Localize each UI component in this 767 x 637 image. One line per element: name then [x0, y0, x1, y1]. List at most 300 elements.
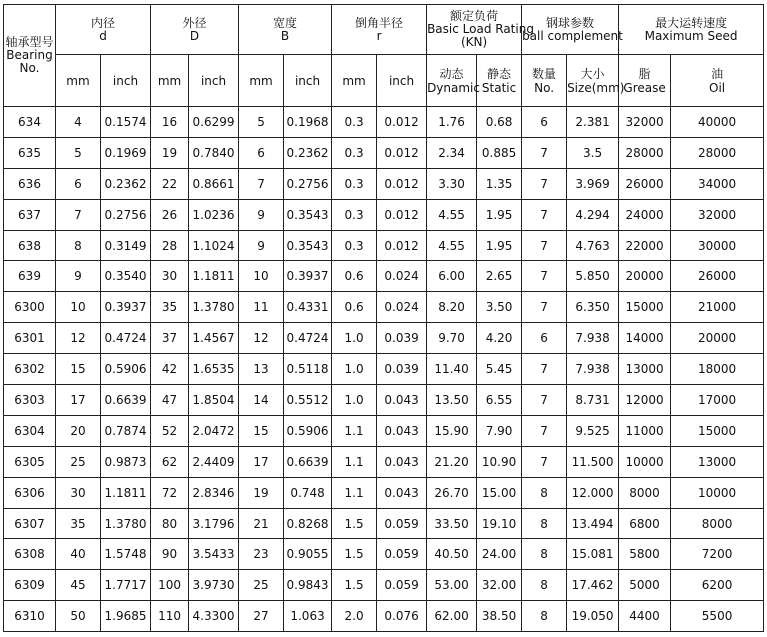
cell-outer-inch: 2.8346: [189, 477, 239, 508]
cell-width-mm: 5: [239, 107, 284, 138]
cell-ball-size: 7.938: [567, 323, 619, 354]
cell-dynamic-load: 40.50: [427, 539, 477, 570]
bearing-no-header: [4, 5, 56, 107]
cell-inner-inch: 1.1811: [101, 477, 151, 508]
header-row-sub: [4, 55, 764, 107]
grease-speed-header: [619, 55, 671, 107]
cell-outer-mm: 42: [151, 354, 189, 385]
cell-inner-inch: 0.2362: [101, 168, 151, 199]
cell-width-inch: 0.9055: [284, 539, 332, 570]
cell-chamfer-mm: 1.5: [332, 508, 377, 539]
cell-static-load: 1.35: [477, 168, 522, 199]
cell-inner-mm: 45: [56, 570, 101, 601]
table-row: [4, 230, 764, 261]
cell-ball-size: 12.000: [567, 477, 619, 508]
cell-width-inch: 0.2756: [284, 168, 332, 199]
ball-size-header-cn: 大小: [580, 66, 605, 81]
inner-diameter-header-en: d: [99, 28, 107, 43]
cell-ball-qty: 7: [522, 168, 567, 199]
cell-chamfer-inch: 0.012: [377, 107, 427, 138]
cell-ball-size: 3.969: [567, 168, 619, 199]
cell-ball-qty: 7: [522, 354, 567, 385]
cell-grease-speed: 20000: [619, 261, 671, 292]
cell-grease-speed: 12000: [619, 385, 671, 416]
cell-inner-inch: 0.1969: [101, 137, 151, 168]
cell-width-inch: 0.9843: [284, 570, 332, 601]
table-row: [4, 354, 764, 385]
cell-inner-inch: 0.5906: [101, 354, 151, 385]
cell-oil-speed: 30000: [671, 230, 764, 261]
cell-inner-inch: 0.2756: [101, 199, 151, 230]
table-row: [4, 570, 764, 601]
cell-grease-speed: 6800: [619, 508, 671, 539]
cell-static-load: 0.68: [477, 107, 522, 138]
cell-inner-mm: 17: [56, 385, 101, 416]
cell-dynamic-load: 8.20: [427, 292, 477, 323]
cell-inner-mm: 9: [56, 261, 101, 292]
cell-dynamic-load: 26.70: [427, 477, 477, 508]
cell-inner-mm: 6: [56, 168, 101, 199]
cell-chamfer-mm: 0.3: [332, 230, 377, 261]
cell-width-inch: 0.3937: [284, 261, 332, 292]
cell-width-inch: 0.5512: [284, 385, 332, 416]
cell-inner-mm: 4: [56, 107, 101, 138]
cell-width-mm: 6: [239, 137, 284, 168]
static-load-header-cn: 静态: [487, 66, 512, 81]
bearing-no-header-en1: Bearing: [6, 48, 53, 62]
cell-chamfer-inch: 0.012: [377, 230, 427, 261]
cell-ball-qty: 7: [522, 446, 567, 477]
cell-static-load: 24.00: [477, 539, 522, 570]
cell-chamfer-inch: 0.059: [377, 539, 427, 570]
cell-dynamic-load: 2.34: [427, 137, 477, 168]
cell-width-inch: 0.1968: [284, 107, 332, 138]
cell-static-load: 15.00: [477, 477, 522, 508]
cell-width-mm: 10: [239, 261, 284, 292]
bearing-no-header-cn: 轴承型号: [5, 35, 54, 49]
cell-static-load: 4.20: [477, 323, 522, 354]
table-row: [4, 261, 764, 292]
cell-bearing-no: 637: [4, 199, 56, 230]
cell-ball-size: 4.294: [567, 199, 619, 230]
cell-oil-speed: 20000: [671, 323, 764, 354]
cell-chamfer-mm: 1.0: [332, 385, 377, 416]
cell-ball-qty: 8: [522, 601, 567, 632]
cell-outer-mm: 22: [151, 168, 189, 199]
cell-bearing-no: 6307: [4, 508, 56, 539]
cell-ball-qty: 7: [522, 137, 567, 168]
cell-ball-qty: 8: [522, 539, 567, 570]
cell-ball-size: 13.494: [567, 508, 619, 539]
cell-outer-inch: 2.4409: [189, 446, 239, 477]
cell-ball-size: 2.381: [567, 107, 619, 138]
cell-width-inch: 0.748: [284, 477, 332, 508]
table-row: [4, 292, 764, 323]
cell-inner-inch: 1.9685: [101, 601, 151, 632]
cell-width-mm: 12: [239, 323, 284, 354]
cell-outer-inch: 0.7840: [189, 137, 239, 168]
cell-chamfer-inch: 0.043: [377, 385, 427, 416]
header-row-top: [4, 5, 764, 55]
cell-chamfer-mm: 1.5: [332, 539, 377, 570]
cell-outer-inch: 0.8661: [189, 168, 239, 199]
cell-bearing-no: 6306: [4, 477, 56, 508]
cell-outer-inch: 1.8504: [189, 385, 239, 416]
cell-inner-mm: 35: [56, 508, 101, 539]
outer-inch-header: inch: [189, 55, 239, 107]
ball-size-header-en: Size(mm): [567, 80, 625, 95]
cell-chamfer-mm: 1.1: [332, 415, 377, 446]
cell-chamfer-inch: 0.043: [377, 477, 427, 508]
cell-ball-size: 4.763: [567, 230, 619, 261]
ball-complement-header-en: ball complement: [522, 28, 623, 43]
chamfer-header: [332, 5, 427, 55]
cell-outer-mm: 62: [151, 446, 189, 477]
cell-width-mm: 11: [239, 292, 284, 323]
cell-inner-inch: 0.7874: [101, 415, 151, 446]
cell-inner-mm: 25: [56, 446, 101, 477]
cell-width-inch: 0.6639: [284, 446, 332, 477]
cell-width-mm: 9: [239, 230, 284, 261]
cell-dynamic-load: 21.20: [427, 446, 477, 477]
cell-outer-inch: 1.0236: [189, 199, 239, 230]
ball-qty-header-en: No.: [534, 80, 555, 95]
cell-ball-size: 7.938: [567, 354, 619, 385]
cell-outer-inch: 4.3300: [189, 601, 239, 632]
cell-oil-speed: 15000: [671, 415, 764, 446]
cell-chamfer-inch: 0.012: [377, 168, 427, 199]
cell-bearing-no: 634: [4, 107, 56, 138]
width-header-en: B: [280, 28, 290, 43]
cell-outer-inch: 3.5433: [189, 539, 239, 570]
cell-inner-inch: 0.6639: [101, 385, 151, 416]
cell-bearing-no: 6305: [4, 446, 56, 477]
cell-chamfer-inch: 0.076: [377, 601, 427, 632]
cell-width-inch: 0.5906: [284, 415, 332, 446]
bearing-spec-table: [3, 4, 764, 632]
cell-inner-inch: 0.3149: [101, 230, 151, 261]
cell-grease-speed: 5000: [619, 570, 671, 601]
cell-bearing-no: 638: [4, 230, 56, 261]
table-row: [4, 323, 764, 354]
cell-dynamic-load: 6.00: [427, 261, 477, 292]
cell-ball-qty: 7: [522, 385, 567, 416]
dynamic-load-header-cn: 动态: [439, 66, 464, 81]
cell-ball-size: 11.500: [567, 446, 619, 477]
cell-oil-speed: 28000: [671, 137, 764, 168]
cell-width-inch: 0.3543: [284, 230, 332, 261]
cell-oil-speed: 21000: [671, 292, 764, 323]
cell-outer-mm: 26: [151, 199, 189, 230]
dynamic-load-header-en: Dynamic: [427, 80, 480, 95]
cell-chamfer-mm: 0.3: [332, 199, 377, 230]
cell-outer-mm: 110: [151, 601, 189, 632]
cell-chamfer-inch: 0.024: [377, 261, 427, 292]
cell-oil-speed: 10000: [671, 477, 764, 508]
cell-outer-mm: 52: [151, 415, 189, 446]
table-row: [4, 477, 764, 508]
width-header-cn: 宽度: [273, 15, 298, 30]
cell-outer-mm: 19: [151, 137, 189, 168]
cell-chamfer-mm: 1.0: [332, 323, 377, 354]
cell-width-inch: 0.5118: [284, 354, 332, 385]
cell-bearing-no: 636: [4, 168, 56, 199]
cell-static-load: 6.55: [477, 385, 522, 416]
cell-outer-mm: 30: [151, 261, 189, 292]
width-mm-header: mm: [239, 55, 284, 107]
outer-diameter-header-en: D: [189, 28, 200, 43]
cell-outer-inch: 1.1024: [189, 230, 239, 261]
cell-outer-mm: 80: [151, 508, 189, 539]
ball-qty-header: [522, 55, 567, 107]
table-row: [4, 107, 764, 138]
cell-oil-speed: 18000: [671, 354, 764, 385]
cell-width-inch: 0.3543: [284, 199, 332, 230]
max-speed-header: [619, 5, 764, 55]
cell-outer-inch: 3.9730: [189, 570, 239, 601]
cell-grease-speed: 10000: [619, 446, 671, 477]
load-rating-header-cn: 额定负荷: [450, 9, 499, 23]
cell-static-load: 1.95: [477, 230, 522, 261]
cell-outer-inch: 0.6299: [189, 107, 239, 138]
cell-chamfer-mm: 0.6: [332, 261, 377, 292]
cell-grease-speed: 32000: [619, 107, 671, 138]
cell-dynamic-load: 9.70: [427, 323, 477, 354]
cell-ball-size: 3.5: [567, 137, 619, 168]
cell-dynamic-load: 11.40: [427, 354, 477, 385]
cell-chamfer-mm: 0.3: [332, 107, 377, 138]
table-row: [4, 385, 764, 416]
cell-inner-inch: 0.3540: [101, 261, 151, 292]
table-row: [4, 415, 764, 446]
cell-outer-mm: 47: [151, 385, 189, 416]
cell-inner-mm: 40: [56, 539, 101, 570]
cell-static-load: 1.95: [477, 199, 522, 230]
cell-chamfer-mm: 1.5: [332, 570, 377, 601]
cell-inner-inch: 0.3937: [101, 292, 151, 323]
cell-chamfer-inch: 0.012: [377, 137, 427, 168]
cell-grease-speed: 24000: [619, 199, 671, 230]
cell-static-load: 32.00: [477, 570, 522, 601]
cell-oil-speed: 32000: [671, 199, 764, 230]
cell-width-mm: 15: [239, 415, 284, 446]
cell-width-mm: 21: [239, 508, 284, 539]
cell-inner-mm: 12: [56, 323, 101, 354]
ball-complement-header-cn: 钢球参数: [546, 15, 595, 30]
load-rating-header-en1: Basic Load Rating: [427, 22, 534, 36]
cell-width-inch: 0.4331: [284, 292, 332, 323]
cell-chamfer-mm: 0.3: [332, 137, 377, 168]
cell-bearing-no: 6309: [4, 570, 56, 601]
chamfer-header-cn: 倒角半径: [355, 15, 404, 30]
inner-diameter-header: [56, 5, 151, 55]
outer-diameter-header: [151, 5, 239, 55]
max-speed-header-en: Maximum Seed: [644, 28, 738, 43]
cell-oil-speed: 6200: [671, 570, 764, 601]
chamfer-mm-header: mm: [332, 55, 377, 107]
cell-width-mm: 19: [239, 477, 284, 508]
cell-ball-qty: 7: [522, 261, 567, 292]
cell-bearing-no: 6304: [4, 415, 56, 446]
cell-grease-speed: 15000: [619, 292, 671, 323]
ball-complement-header: [522, 5, 623, 55]
grease-speed-header-en: Grease: [623, 80, 666, 95]
cell-width-mm: 14: [239, 385, 284, 416]
cell-width-mm: 17: [239, 446, 284, 477]
cell-outer-mm: 100: [151, 570, 189, 601]
cell-ball-qty: 7: [522, 230, 567, 261]
load-rating-header-en2: (KN): [460, 35, 488, 49]
cell-chamfer-inch: 0.039: [377, 354, 427, 385]
cell-inner-inch: 1.7717: [101, 570, 151, 601]
cell-grease-speed: 28000: [619, 137, 671, 168]
cell-ball-qty: 7: [522, 292, 567, 323]
cell-outer-mm: 72: [151, 477, 189, 508]
cell-width-mm: 13: [239, 354, 284, 385]
table-row: [4, 168, 764, 199]
table-row: [4, 539, 764, 570]
cell-outer-inch: 3.1796: [189, 508, 239, 539]
cell-outer-mm: 90: [151, 539, 189, 570]
cell-ball-size: 9.525: [567, 415, 619, 446]
cell-ball-size: 5.850: [567, 261, 619, 292]
cell-inner-inch: 0.4724: [101, 323, 151, 354]
bearing-no-header-en2: No.: [19, 61, 40, 75]
cell-outer-inch: 1.3780: [189, 292, 239, 323]
cell-ball-qty: 8: [522, 477, 567, 508]
cell-bearing-no: 639: [4, 261, 56, 292]
cell-ball-qty: 7: [522, 199, 567, 230]
table-body: [4, 107, 764, 632]
cell-ball-size: 17.462: [567, 570, 619, 601]
cell-oil-speed: 5500: [671, 601, 764, 632]
cell-static-load: 7.90: [477, 415, 522, 446]
cell-inner-mm: 8: [56, 230, 101, 261]
cell-dynamic-load: 62.00: [427, 601, 477, 632]
cell-static-load: 19.10: [477, 508, 522, 539]
cell-ball-size: 15.081: [567, 539, 619, 570]
cell-chamfer-inch: 0.059: [377, 570, 427, 601]
cell-chamfer-inch: 0.024: [377, 292, 427, 323]
table-row: [4, 508, 764, 539]
outer-diameter-header-cn: 外径: [182, 15, 207, 30]
cell-static-load: 3.50: [477, 292, 522, 323]
cell-static-load: 5.45: [477, 354, 522, 385]
cell-chamfer-inch: 0.043: [377, 415, 427, 446]
inner-diameter-header-cn: 内径: [91, 15, 116, 30]
cell-width-inch: 1.063: [284, 601, 332, 632]
cell-inner-mm: 10: [56, 292, 101, 323]
cell-grease-speed: 5800: [619, 539, 671, 570]
cell-width-mm: 27: [239, 601, 284, 632]
inner-inch-header: inch: [101, 55, 151, 107]
cell-inner-mm: 15: [56, 354, 101, 385]
cell-grease-speed: 8000: [619, 477, 671, 508]
table-row: [4, 446, 764, 477]
cell-ball-size: 6.350: [567, 292, 619, 323]
cell-outer-mm: 16: [151, 107, 189, 138]
cell-ball-qty: 8: [522, 508, 567, 539]
width-header: [239, 5, 332, 55]
cell-oil-speed: 13000: [671, 446, 764, 477]
cell-chamfer-mm: 0.3: [332, 168, 377, 199]
cell-oil-speed: 8000: [671, 508, 764, 539]
cell-static-load: 38.50: [477, 601, 522, 632]
oil-speed-header: [671, 55, 764, 107]
cell-dynamic-load: 15.90: [427, 415, 477, 446]
cell-oil-speed: 40000: [671, 107, 764, 138]
dynamic-load-header: [427, 55, 480, 107]
cell-dynamic-load: 33.50: [427, 508, 477, 539]
cell-grease-speed: 14000: [619, 323, 671, 354]
cell-width-inch: 0.4724: [284, 323, 332, 354]
outer-mm-header: mm: [151, 55, 189, 107]
cell-static-load: 10.90: [477, 446, 522, 477]
table-row: [4, 137, 764, 168]
cell-width-mm: 7: [239, 168, 284, 199]
cell-oil-speed: 26000: [671, 261, 764, 292]
cell-ball-qty: 8: [522, 570, 567, 601]
cell-ball-size: 8.731: [567, 385, 619, 416]
cell-bearing-no: 6310: [4, 601, 56, 632]
cell-chamfer-inch: 0.059: [377, 508, 427, 539]
cell-inner-inch: 1.5748: [101, 539, 151, 570]
cell-inner-inch: 0.9873: [101, 446, 151, 477]
static-load-header-en: Static: [481, 80, 517, 95]
cell-dynamic-load: 53.00: [427, 570, 477, 601]
table-row: [4, 199, 764, 230]
chamfer-inch-header: inch: [377, 55, 427, 107]
oil-speed-header-en: Oil: [709, 80, 726, 95]
cell-chamfer-mm: 1.1: [332, 446, 377, 477]
cell-width-inch: 0.2362: [284, 137, 332, 168]
cell-dynamic-load: 4.55: [427, 199, 477, 230]
inner-mm-header: mm: [56, 55, 101, 107]
grease-speed-header-cn: 脂: [638, 66, 651, 81]
cell-width-mm: 9: [239, 199, 284, 230]
cell-chamfer-mm: 2.0: [332, 601, 377, 632]
cell-outer-mm: 37: [151, 323, 189, 354]
cell-ball-qty: 6: [522, 323, 567, 354]
cell-inner-mm: 7: [56, 199, 101, 230]
max-speed-header-cn: 最大运转速度: [655, 15, 728, 30]
cell-inner-mm: 30: [56, 477, 101, 508]
cell-bearing-no: 6301: [4, 323, 56, 354]
cell-chamfer-inch: 0.043: [377, 446, 427, 477]
cell-outer-inch: 1.4567: [189, 323, 239, 354]
cell-oil-speed: 17000: [671, 385, 764, 416]
cell-outer-mm: 28: [151, 230, 189, 261]
cell-dynamic-load: 13.50: [427, 385, 477, 416]
cell-inner-inch: 0.1574: [101, 107, 151, 138]
cell-ball-size: 19.050: [567, 601, 619, 632]
cell-chamfer-mm: 1.0: [332, 354, 377, 385]
cell-bearing-no: 6308: [4, 539, 56, 570]
load-rating-header: [427, 5, 534, 55]
cell-width-inch: 0.8268: [284, 508, 332, 539]
cell-static-load: 0.885: [477, 137, 522, 168]
cell-static-load: 2.65: [477, 261, 522, 292]
cell-chamfer-inch: 0.039: [377, 323, 427, 354]
table-row: [4, 601, 764, 632]
oil-speed-header-cn: 油: [711, 66, 724, 81]
cell-ball-qty: 6: [522, 107, 567, 138]
cell-grease-speed: 11000: [619, 415, 671, 446]
cell-ball-qty: 7: [522, 415, 567, 446]
cell-chamfer-mm: 1.1: [332, 477, 377, 508]
cell-grease-speed: 26000: [619, 168, 671, 199]
cell-outer-inch: 2.0472: [189, 415, 239, 446]
